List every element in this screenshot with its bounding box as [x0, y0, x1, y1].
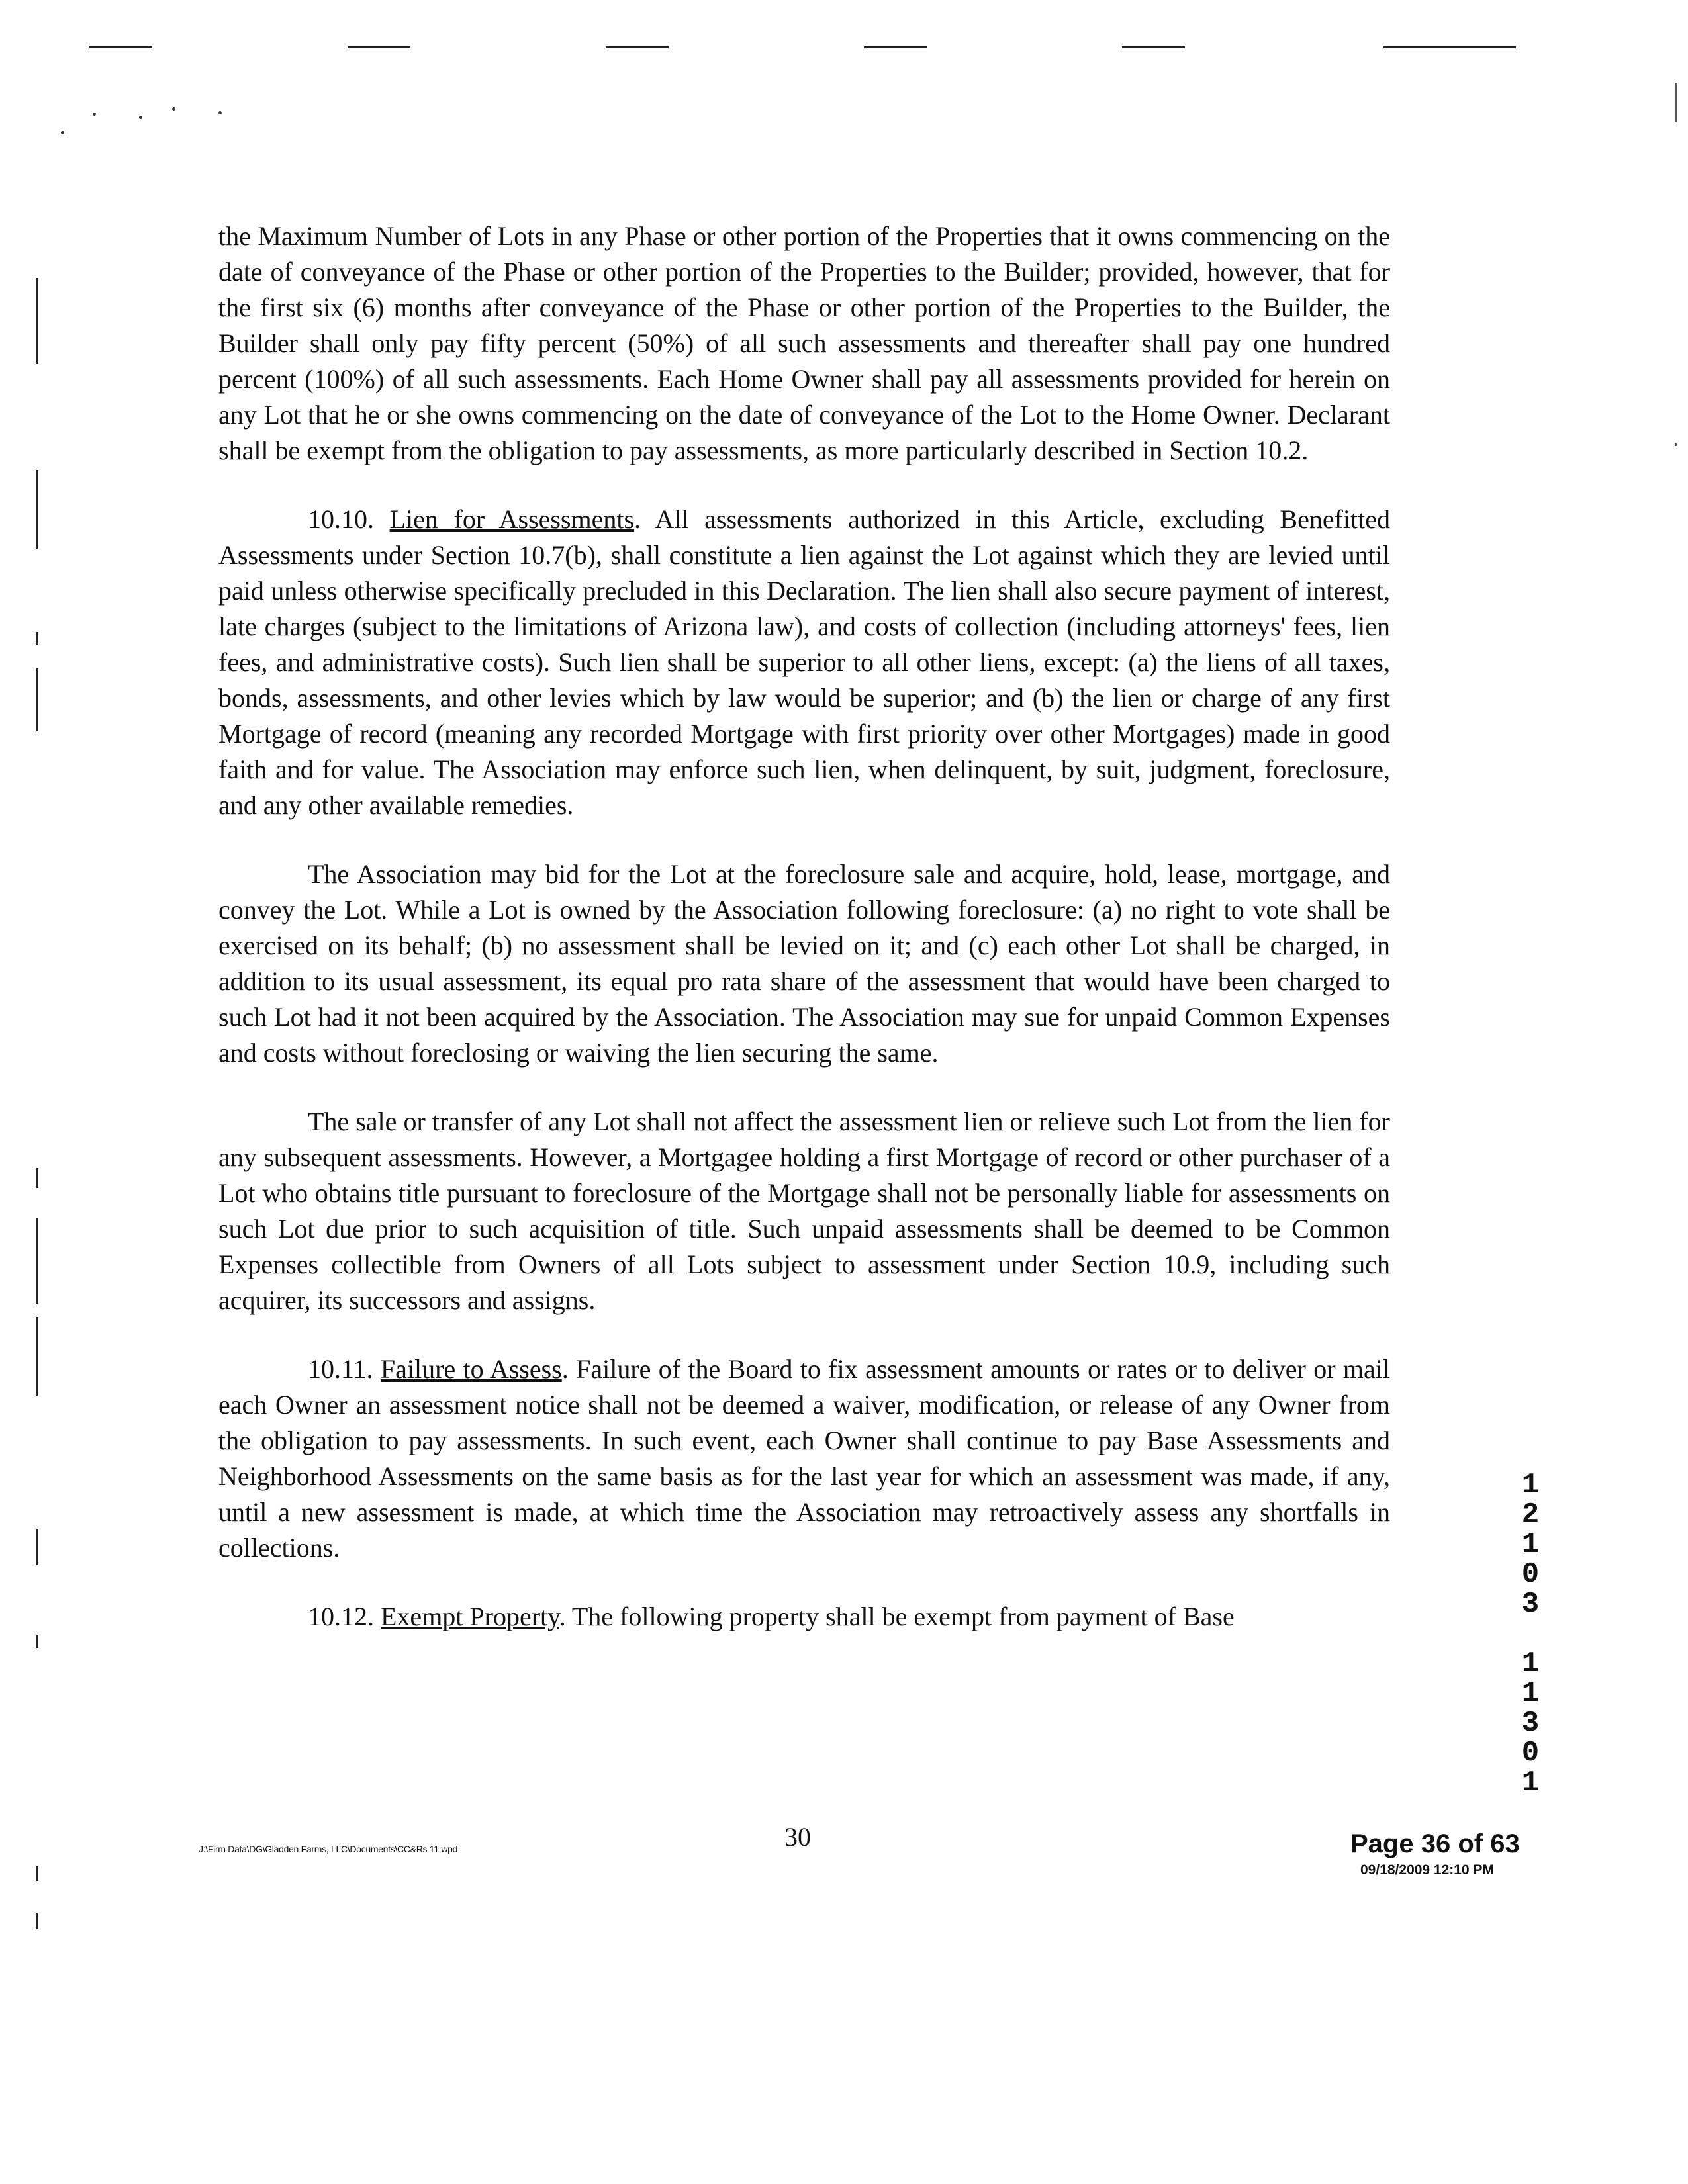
scan-artifact: [172, 107, 175, 111]
revision-bar: [36, 1317, 38, 1396]
page-number: 30: [784, 1822, 811, 1852]
section-title: Failure to Assess: [380, 1354, 562, 1384]
scan-artifact: [1122, 46, 1185, 48]
section-number: 10.12.: [308, 1602, 374, 1631]
recording-digit: 1: [1521, 1677, 1540, 1710]
recording-digit: 2: [1521, 1498, 1540, 1531]
recording-digit: 1: [1521, 1528, 1540, 1561]
paragraph-continuation: the Maximum Number of Lots in any Phase or other portion of the Properties that it owns commencing on the date of conveyance of the Phase or other portion of the Properties to the Builder; provided, however, that for the first six (6) months after conveyance of the Phase or other portion of the Properties to the Builder, the Builder shall only pay fifty percent (50%) of all such assessments and thereafter shall pay one hundred percent (100%) of all such assessments. Each Home Owner shall pay all assessments provided for herein on any Lot that he or she owns commencing on the date of conveyance of the Lot to the Home Owner. Declarant shall be exempt from the obligation to pay assessments, as more particularly described in Section 10.2.: [218, 221, 1390, 465]
recording-digit: 3: [1521, 1707, 1540, 1740]
paragraph: The Association may bid for the Lot at the foreclosure sale and acquire, hold, lease, mortgage, and convey the Lot. While a Lot is owned by the Association following foreclosure: (a) no right to vote shall be exercised on its behalf; (b) no assessment shall be levied on it; and (c) each other Lot shall be charged, in addition to its usual assessment, its equal pro rata share of the assessment that would have been charged to such Lot had it not been acquired by the Association. The Association may sue for unpaid Common Expenses and costs without foreclosing or waiving the lien securing the same.: [218, 859, 1390, 1068]
footer-file-path: J:\Firm Data\DG\Gladden Farms, LLC\Documents\CC&Rs 11.wpd: [199, 1844, 458, 1854]
section-number: 10.11.: [308, 1354, 373, 1384]
paragraph: The sale or transfer of any Lot shall not affect the assessment lien or relieve such Lot from the lien for any subsequent assessments. However, a Mortgagee holding a first Mortgage of record or other purchaser of a Lot who obtains title pursuant to foreclosure of the Mortgage shall not be personally liable for assessments on such Lot due prior to such acquisition of title. Such unpaid assessments shall be deemed to be Common Expenses collectible from Owners of all Lots subject to assessment under Section 10.9, including such acquirer, its successors and assigns.: [218, 1107, 1390, 1315]
page-of-label: Page 36 of 63: [1350, 1829, 1520, 1858]
print-timestamp: 09/18/2009 12:10 PM: [1360, 1862, 1494, 1878]
revision-bar: [36, 1913, 38, 1929]
scan-artifact: [606, 46, 669, 48]
revision-bar: [36, 1168, 38, 1188]
recording-digit: 1: [1521, 1469, 1540, 1502]
revision-bar: [36, 668, 38, 731]
scan-artifact: [139, 116, 142, 119]
revision-bar: [36, 1529, 38, 1565]
section-number: 10.10.: [308, 504, 374, 534]
revision-bar: [36, 1866, 38, 1881]
recording-digit: 1: [1521, 1766, 1540, 1799]
recording-digit: 0: [1521, 1558, 1540, 1591]
revision-bar: [36, 470, 38, 549]
section-10-10: [218, 502, 1390, 823]
revision-bar: [36, 278, 38, 364]
section-title: Exempt Property: [381, 1602, 559, 1631]
scan-artifact: [218, 111, 222, 114]
section-10-12: [218, 1599, 1390, 1635]
scan-artifact: [1675, 83, 1677, 122]
recording-digit: 3: [1521, 1588, 1540, 1621]
revision-bar: [36, 632, 38, 645]
section-text: . All assessments authorized in this Article, excluding Benefitted Assessments under Section 10.7(b), shall constitute a lien against the Lot against which they are levied until paid unless otherwise specifically precluded in this Declaration. The lien shall also secure payment of interest, late charges (subject to the limitations of Arizona law), and costs of collection (including attorneys' fees, lien fees, and administrative costs). Such lien shall be superior to all other liens, except: (a) the liens of all taxes, bonds, assessments, and other levies which by law would be superior; and (b) the lien or charge of any first Mortgage of record (meaning any recorded Mortgage with first priority over other Mortgages) made in good faith and for value. The Association may enforce such lien, when delinquent, by suit, judgment, foreclosure, and any other available remedies.: [218, 504, 1391, 820]
scan-artifact: [1675, 443, 1677, 446]
section-10-11: [218, 1351, 1390, 1566]
scan-artifact: [61, 131, 64, 134]
section-text: . The following property shall be exempt from payment of Base: [559, 1602, 1235, 1631]
section-title: Lien for Assessments: [389, 504, 635, 534]
recording-digit: 1: [1521, 1647, 1540, 1680]
scan-artifact: [348, 46, 410, 48]
revision-bar: [36, 1218, 38, 1304]
scan-artifact: [864, 46, 927, 48]
document-body: [218, 218, 1390, 1668]
recording-number: [1517, 1471, 1544, 1798]
scan-artifact: [1383, 46, 1516, 48]
scan-artifact: [93, 113, 96, 116]
revision-bar: [36, 1635, 38, 1648]
recording-digit: 0: [1521, 1737, 1540, 1770]
section-text: . Failure of the Board to fix assessment amounts or rates or to deliver or mail each Owner an assessment notice shall not be deemed a waiver, modification, or release of any Owner from the obligation to pay assessments. In such event, each Owner shall continue to pay Base Assessments and Neighborhood Assessments on the same basis as for the last year for which an assessment was made, if any, until a new assessment is made, at which time the Association may retroactively assess any shortfalls in collections.: [218, 1354, 1390, 1563]
scan-artifact: [89, 46, 152, 48]
